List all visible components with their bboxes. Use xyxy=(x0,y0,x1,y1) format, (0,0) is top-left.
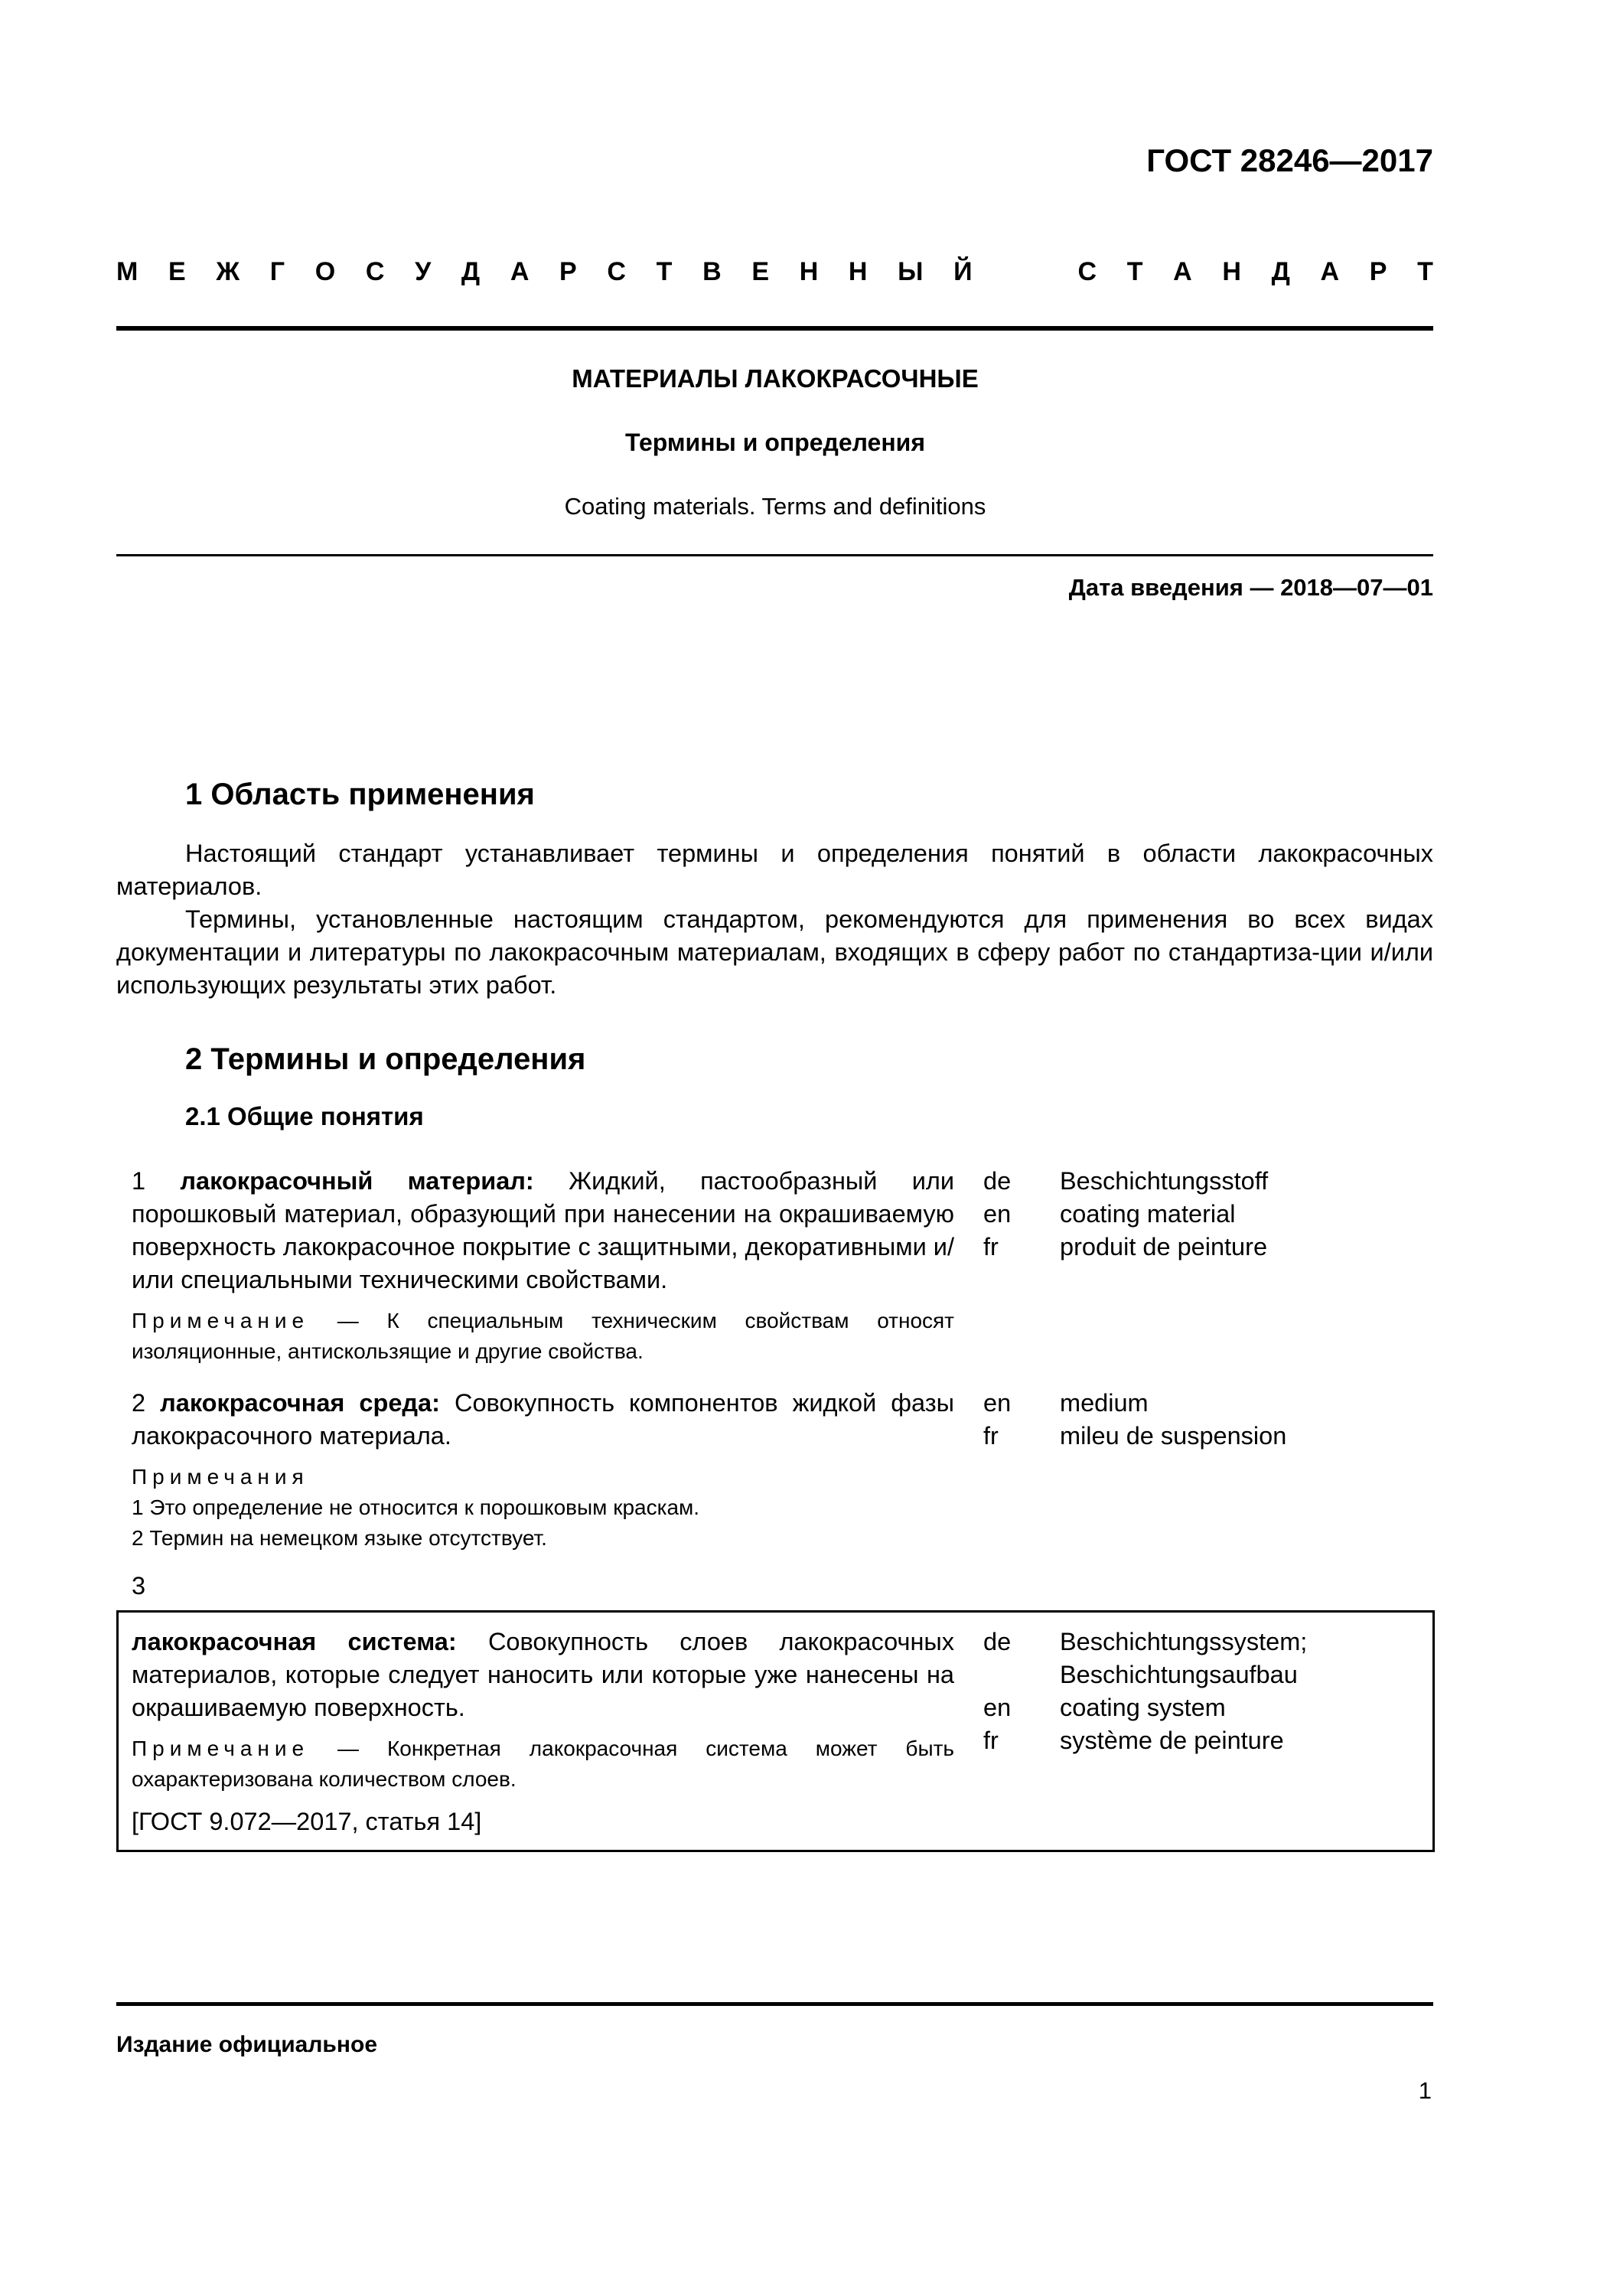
translation: système de peinture xyxy=(1060,1727,1284,1754)
banner-letter: А xyxy=(1320,257,1340,286)
banner-letter: Д xyxy=(461,257,481,286)
banner-letter: Т xyxy=(1417,257,1433,286)
translation: Beschichtungsaufbau xyxy=(1060,1661,1298,1688)
introduction-date: Дата введения — 2018—07—01 xyxy=(1068,574,1433,601)
banner-letter: С xyxy=(607,257,626,286)
banner-letter: Ж xyxy=(216,257,240,286)
term-note xyxy=(132,1306,954,1367)
translation: Beschichtungssystem; xyxy=(1060,1628,1308,1655)
term-3-translations xyxy=(983,1626,1307,1757)
term-2-translations xyxy=(983,1387,1286,1453)
section-2-heading: 2 Термины и определения xyxy=(185,1042,586,1076)
term-number: 1 xyxy=(132,1167,146,1195)
note-label: Примечание xyxy=(132,1309,310,1332)
banner-letter: Н xyxy=(848,257,868,286)
language-code: en xyxy=(983,1200,1012,1228)
banner-letter: М xyxy=(116,257,139,286)
note-text: — К специальным техническим свойствам относят изоляционные, антискользящие и другие свойства. xyxy=(132,1309,954,1363)
banner-letter: Т xyxy=(1126,257,1143,286)
term-name: лакокрасочная система: xyxy=(132,1628,457,1655)
banner-gap xyxy=(1040,257,1047,287)
banner-letter: Ы xyxy=(898,257,924,286)
header-divider xyxy=(116,326,1433,331)
language-code: fr xyxy=(983,1422,999,1450)
banner-letter: У xyxy=(415,257,432,286)
paragraph: Настоящий стандарт устанавливает термины и определения понятий в области лакокрасочных материалов. xyxy=(116,840,1433,900)
translation: medium xyxy=(1060,1389,1149,1417)
term-notes xyxy=(132,1462,954,1554)
translation-row xyxy=(983,1165,1268,1198)
language-code: fr xyxy=(983,1727,999,1754)
page-number: 1 xyxy=(1418,2077,1432,2104)
term-number: 2 xyxy=(132,1389,146,1417)
term-1-translations xyxy=(983,1165,1268,1264)
translation-row xyxy=(983,1658,1307,1691)
banner-letter: Р xyxy=(1369,257,1387,286)
document-title: МАТЕРИАЛЫ ЛАКОКРАСОЧНЫЕ xyxy=(572,364,979,393)
language-code: en xyxy=(983,1694,1012,1721)
banner-letter: В xyxy=(702,257,722,286)
english-title: Coating materials. Terms and definitions xyxy=(564,493,986,520)
banner-letter: С xyxy=(365,257,385,286)
section-1-heading: 1 Область применения xyxy=(185,778,535,811)
translation-row xyxy=(983,1626,1307,1658)
section-1-body xyxy=(116,837,1433,1002)
banner-letter: Н xyxy=(799,257,819,286)
translation-row xyxy=(983,1231,1268,1264)
language-code: en xyxy=(983,1389,1012,1417)
note-label: Примечание xyxy=(132,1737,310,1760)
language-code: de xyxy=(983,1167,1012,1195)
translation-row xyxy=(983,1724,1307,1757)
term-definition: Жидкий, пастообразный или порошковый материал, образующий при нанесении на окрашиваемую поверхность лакокрасочное покрытие с защитными, декоративными и/или специальными техническими свойствами. xyxy=(132,1167,955,1293)
translation: coating system xyxy=(1060,1694,1226,1721)
banner-letter: Д xyxy=(1271,257,1290,286)
note-text: — Конкретная лакокрасочная система может быть охарактеризована количеством слоев. xyxy=(132,1737,954,1791)
language-code: fr xyxy=(983,1233,999,1261)
banner-letter: Т xyxy=(656,257,673,286)
paragraph: Термины, установленные настоящим стандартом, рекомендуются для применения во всех видах документации и литературы по лакокрасочным материалам, входящих в сферу работ по стандартиза-ции и/или использующих результаты этих работ. xyxy=(116,905,1433,999)
translation-row xyxy=(983,1198,1268,1231)
translation-row xyxy=(983,1420,1286,1453)
translation: Beschichtungsstoff xyxy=(1060,1167,1269,1195)
term-definition: Совокупность слоев лакокрасочных материалов, которые следует наносить или которые уже нанесены на окрашиваемую поверхность. xyxy=(132,1628,954,1721)
subsection-2-1-heading: 2.1 Общие понятия xyxy=(185,1102,424,1130)
term-source-reference: [ГОСТ 9.072—2017, статья 14] xyxy=(132,1808,482,1835)
term-definition: Совокупность компонентов жидкой фазы лакокрасочного материала. xyxy=(132,1389,954,1450)
translation: coating material xyxy=(1060,1200,1236,1228)
banner-letter: С xyxy=(1077,257,1097,286)
term-number: 3 xyxy=(132,1572,146,1600)
banner-letter: Е xyxy=(168,257,186,286)
translation: mileu de suspension xyxy=(1060,1422,1287,1450)
language-code: de xyxy=(983,1628,1012,1655)
banner-letter: О xyxy=(314,257,336,286)
banner-letter: Н xyxy=(1222,257,1241,286)
official-edition-label: Издание официальное xyxy=(116,2032,378,2057)
term-name: лакокрасочная среда: xyxy=(160,1389,440,1417)
footer-divider xyxy=(116,2002,1433,2006)
note-item: 1 Это определение не относится к порошковым краскам. xyxy=(132,1495,700,1519)
term-note xyxy=(132,1733,954,1795)
banner-gap xyxy=(1002,257,1009,287)
banner-letter: Р xyxy=(559,257,577,286)
translation-row xyxy=(983,1387,1286,1420)
term-entry-1 xyxy=(132,1165,954,1367)
translation-row xyxy=(983,1691,1307,1724)
banner-letter: А xyxy=(510,257,530,286)
note-item: 2 Термин на немецком языке отсутствует. xyxy=(132,1526,547,1550)
language-code xyxy=(983,1658,1060,1691)
notes-label: Примечания xyxy=(132,1465,309,1489)
document-number: ГОСТ 28246—2017 xyxy=(1146,142,1433,178)
term-entry-2 xyxy=(132,1387,954,1554)
banner-letter: А xyxy=(1173,257,1192,286)
title-divider xyxy=(116,554,1433,556)
banner-letter: Й xyxy=(953,257,973,286)
document-subtitle: Термины и определения xyxy=(624,429,926,456)
interstate-standard-banner xyxy=(116,257,1433,287)
term-entry-3 xyxy=(132,1626,954,1838)
translation: produit de peinture xyxy=(1060,1233,1268,1261)
banner-letter: Г xyxy=(269,257,285,286)
banner-letter: Е xyxy=(751,257,770,286)
term-name: лакокрасочный материал: xyxy=(180,1167,534,1195)
